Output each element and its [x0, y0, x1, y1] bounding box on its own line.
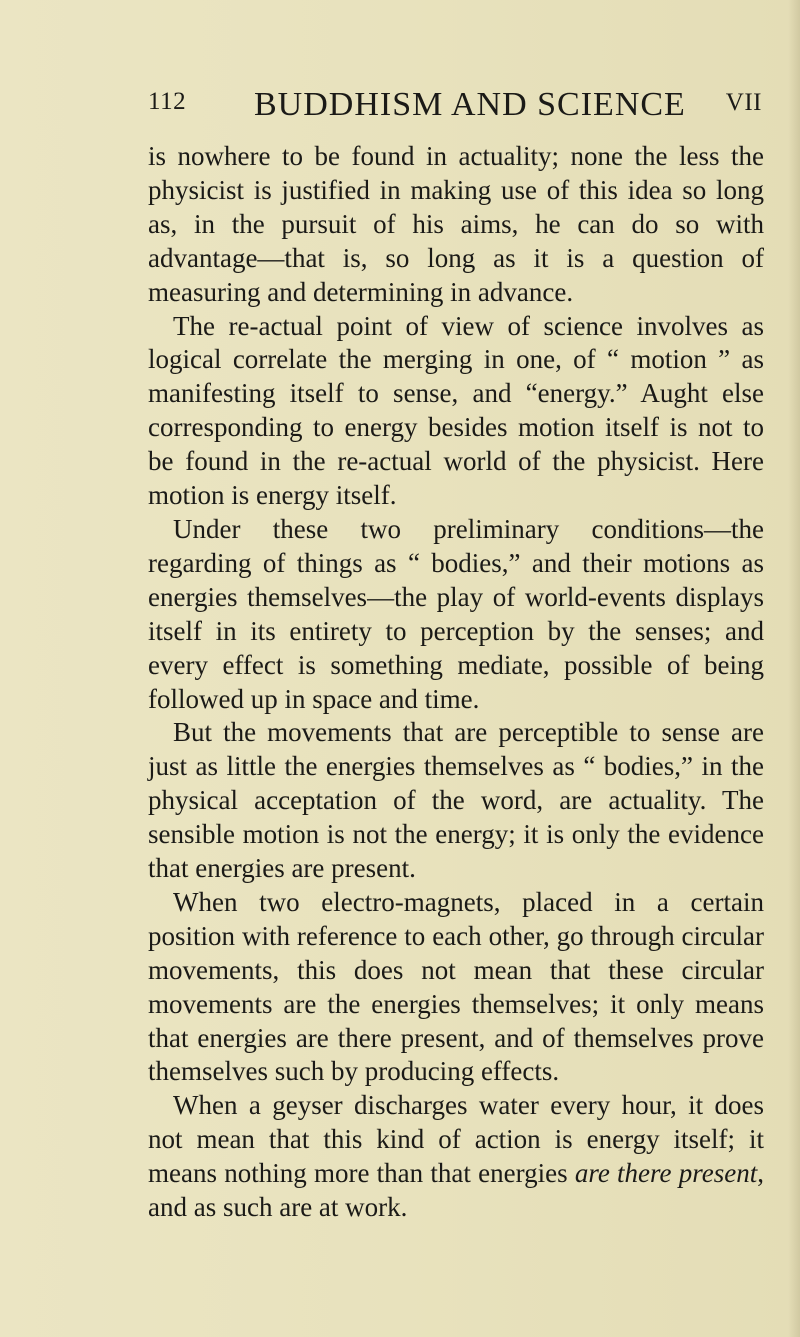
body-text [148, 140, 764, 1225]
chapter-number: VII [725, 89, 762, 116]
emphasized-text: are there present [574, 1158, 758, 1189]
running-title: BUDDHISM AND SCIENCE [254, 86, 686, 123]
paragraph-text: , and as such are at work. [148, 1158, 764, 1223]
page-number: 112 [148, 88, 187, 115]
paragraph: is nowhere to be found in actuality; none the less the physicist is justified in making use of this idea so long as, in the pursuit of his aims, he can do so with advantage—that is, so long as it is a question of measuring and determining in advance. [148, 141, 764, 307]
paragraph-text: When a geyser discharges water every hour, it does not mean that this kind of action is energy itself; it means nothing more than that energies [148, 1090, 764, 1189]
paragraph: The re-actual point of view of science involves as logical correlate the merging in one, of “ motion ” as manifesting itself to sense, and “energy.” Aught else corresponding to energy besides motion itself is not to be found in the re-actual world of the physicist. Here motion is energy itself. [148, 310, 764, 511]
paragraph [148, 1089, 764, 1225]
paragraph: Under these two preliminary conditions—the regarding of things as “ bodies,” and their motions as energies themselves—the play of world-events displays itself in its entirety to perception by the senses; and every effect is something mediate, possible of being followed up in space and time. [148, 513, 764, 714]
paragraph: But the movements that are perceptible to sense are just as little the energies themselves as “ bodies,” in the physical acceptation of the word, are actuality. The sensible motion is not the energy; it is only the evidence that energies are present. [148, 717, 764, 884]
paragraph: When two electro-magnets, placed in a certain position with reference to each other, go through circular movements, this does not mean that these circular movements are the energies themselves; it only means that energies are there present, and of themselves prove themselves such by producing effects. [148, 886, 764, 1087]
running-head [148, 86, 770, 126]
